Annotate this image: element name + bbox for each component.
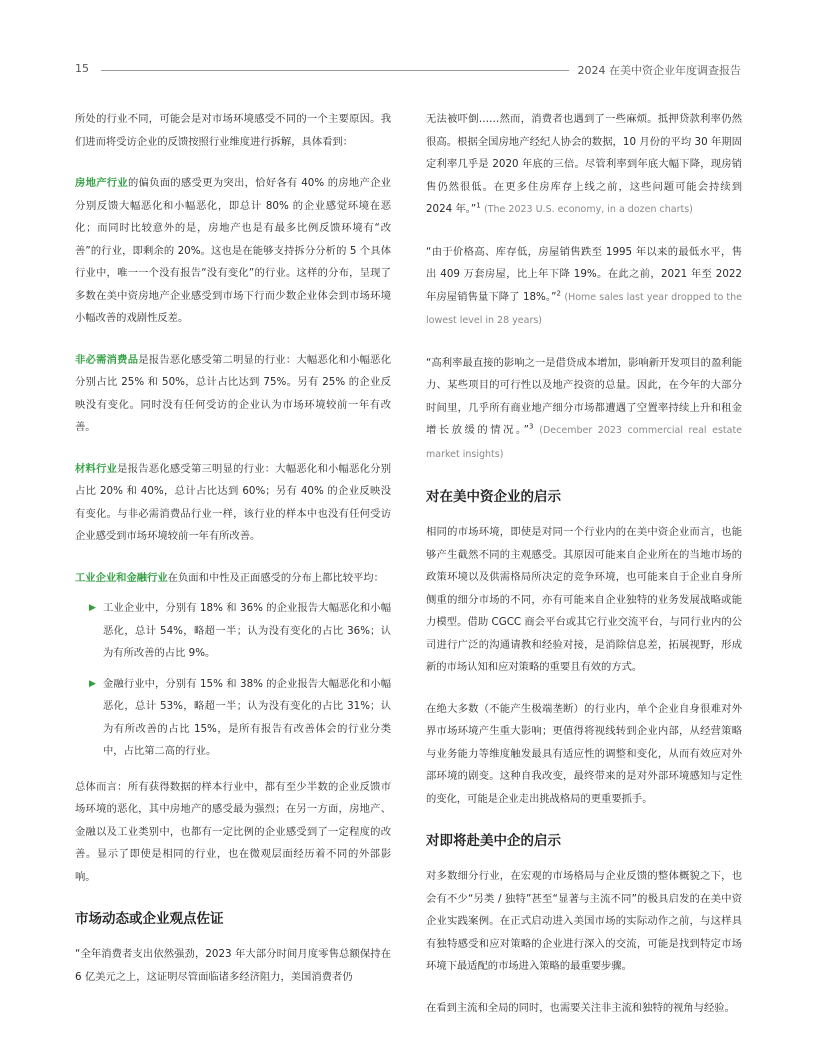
quote-paragraph-3 <box>426 352 742 467</box>
quote-source: (December 2023 commercial real estate market insights) <box>426 425 743 460</box>
real-estate-keyword: 房地产行业 <box>75 177 129 189</box>
list-item <box>75 597 391 665</box>
quote-source: (The 2023 U.S. economy, in a dozen charts) <box>484 204 693 215</box>
section-heading-market-dynamics: 市场动态或企业观点佐证 <box>75 911 224 927</box>
quote-paragraph-2 <box>426 241 742 333</box>
quote-source: (Home sales last year dropped to the lowest level in 28 years) <box>426 291 742 326</box>
page-header <box>75 62 741 78</box>
quote-paragraph-1 <box>426 108 742 222</box>
materials-paragraph <box>75 458 391 548</box>
consumer-keyword: 非必需消费品 <box>75 353 139 366</box>
real-estate-text: 的偏负面的感受更为突出，恰好各有 40% 的房地产企业分别反馈大幅恶化和小幅恶化，即总计 80% 的企业感觉环境在恶化；而同时比较意外的是，房地产也是有最多比例反馈环境有“改善”的行业，即剩余的 20%。这也是在能够支持拆分分析的 5 个具体行业中，唯一一个没有报告“没有变化”的行业。这样的分布，呈现了多数在美中资房地产企业感受到市场下行而少数企业体会到市场环境小幅改善的戏剧性反差。 <box>75 177 391 324</box>
intro-paragraph: 所处的行业不同，可能会是对市场环境感受不同的一个主要原因。我们进而将受访企业的反馈按照行业维度进行拆解，具体看到： <box>75 113 391 148</box>
implications-paragraph-1: 相同的市场环境，即使是对同一个行业内的在美中资企业而言，也能够产生截然不同的主观感受。其原因可能来自企业所在的当地市场的政策环境以及供需格局所决定的竞争环境，也可能来自于企业自身所侧重的细分市场的不同，亦有可能来自企业独特的业务发展战略或能力模型。借助 CGCC 商会平台或其它行业交流平台，与同行业内的公司进行广泛的沟通请教和经验对接，是消除信息差，拓展视野，形成新的市场认知和应对策略的重要且有效的方式。 <box>426 526 742 673</box>
footnote-ref: 1 <box>476 201 481 210</box>
summary-paragraph: 总体而言：所有获得数据的样本行业中，都有至少半数的企业反馈市场环境的恶化，其中房地产的感受最为强烈；在另一方面，房地产、金融以及工业类别中，也都有一定比例的企业感受到了一定程度的改善。显示了即使是相同的行业，也在微观层面经历着不同的外部影响。 <box>75 780 391 883</box>
consumer-paragraph <box>75 349 391 439</box>
materials-text: 是报告恶化感受第三明显的行业：大幅恶化和小幅恶化分别占比 20% 和 40%，总计占比达到 60%；另有 40% 的企业反映没有变化。与非必需消费品行业一样，该行业的样本中也没有任何受访企业感受到市场环境较前一年有所改善。 <box>75 462 392 542</box>
header-divider <box>101 70 569 71</box>
footnote-ref: 3 <box>528 422 534 431</box>
report-title: 2024 在美中资企业年度调查报告 <box>577 64 741 77</box>
quote-text: 无法被吓倒……然而，消费者也遇到了一些麻烦。抵押贷款利率仍然很高。根据全国房地产经纪人协会的数据，10 月份的平均 30 年期固定利率几乎是 2020 年底的三倍。尽管利率到年底大幅下降，现房销售仍然很低。在更多住房库存上线之前，这些问题可能会持续到 2024 年。” <box>426 113 742 215</box>
implications-paragraph-3: 对多数细分行业，在宏观的市场格局与企业反馈的整体概貌之下，也会有不少“另类 / 独特”甚至“显著与主流不同”的极具启发的在美中资企业实践案例。在正式启动进入美国市场的实际动作之前，与这样具有独特感受和应对策略的企业进行深入的交流，可能是找到特定市场环境下最适配的市场进入策略的最重要步骤。 <box>426 870 742 972</box>
bullet-text: 金融行业中，分别有 15% 和 38% 的企业报告大幅恶化和小幅恶化，总计 53%，略超一半；认为没有变化的占比 31%；认为有所改善的占比 15%，是所有报告有改善体会的行业分类中，占比第二高的行业。 <box>103 677 391 757</box>
quote-paragraph-start: “全年消费者支出依然强劲，2023 年大部分时间月度零售总额保持在 6 亿美元之上，这证明尽管面临诸多经济阻力，美国消费者仍 <box>75 948 391 983</box>
implications-paragraph-2: 在绝大多数（不能产生极端垄断）的行业内，单个企业自身很难对外界市场环境产生重大影响；更值得将视线转到企业内部，从经营策略与业务能力等维度触发最具有适应性的调整和变化，从而有效应对外部环境的剧变。这种自我改变，最终带来的是对外部环境感知与定性的变化，可能是企业走出挑战格局的更重要抓手。 <box>426 702 742 805</box>
industrial-text: 在负面和中性及正面感受的分布上都比较平均： <box>167 571 384 584</box>
industry-bullet-list <box>75 597 391 763</box>
list-item <box>75 673 391 763</box>
triangle-bullet-icon: ▶ <box>89 678 96 689</box>
quote-text: “高利率最直接的影响之一是借贷成本增加，影响新开发项目的盈利能力、某些项目的可行性以及地产投资的总量。因此，在今年的大部分时间里，几乎所有商业地产细分市场都遭遇了空置率持续上升和租金增长放缓的情况。” <box>426 356 742 436</box>
consumer-text: 是报告恶化感受第二明显的行业：大幅恶化和小幅恶化分别占比 25% 和 50%，总计占比达到 75%。另有 25% 的企业反映没有变化。同时没有任何受访的企业认为市场环境较前一年有改善。 <box>75 353 392 433</box>
right-column <box>426 108 742 1038</box>
left-column <box>75 108 391 1007</box>
industrial-keyword: 工业企业和金融行业 <box>75 571 168 584</box>
page-number: 15 <box>75 62 89 75</box>
bullet-text: 工业企业中，分别有 18% 和 36% 的企业报告大幅恶化和小幅恶化，总计 54%，略超一半；认为没有变化的占比 36%；认为有所改善的占比 9%。 <box>103 602 391 659</box>
quote-text: “由于价格高、库存低，房屋销售跌至 1995 年以来的最低水平，售出 409 万套房屋，比上年下降 19%。在此之前，2021 年至 2022 年房屋销售量下降了 18%。” <box>426 245 742 303</box>
footnote-ref: 2 <box>556 289 561 298</box>
triangle-bullet-icon: ▶ <box>89 603 96 613</box>
implications-paragraph-4: 在看到主流和全局的同时，也需要关注非主流和独特的视角与经验。 <box>426 1001 735 1014</box>
section-heading-implications-new: 对即将赴美中企的启示 <box>426 833 561 849</box>
real-estate-paragraph <box>75 172 391 330</box>
materials-keyword: 材料行业 <box>75 462 118 475</box>
industrial-paragraph <box>75 567 391 590</box>
section-heading-implications-existing: 对在美中资企业的启示 <box>426 489 561 505</box>
